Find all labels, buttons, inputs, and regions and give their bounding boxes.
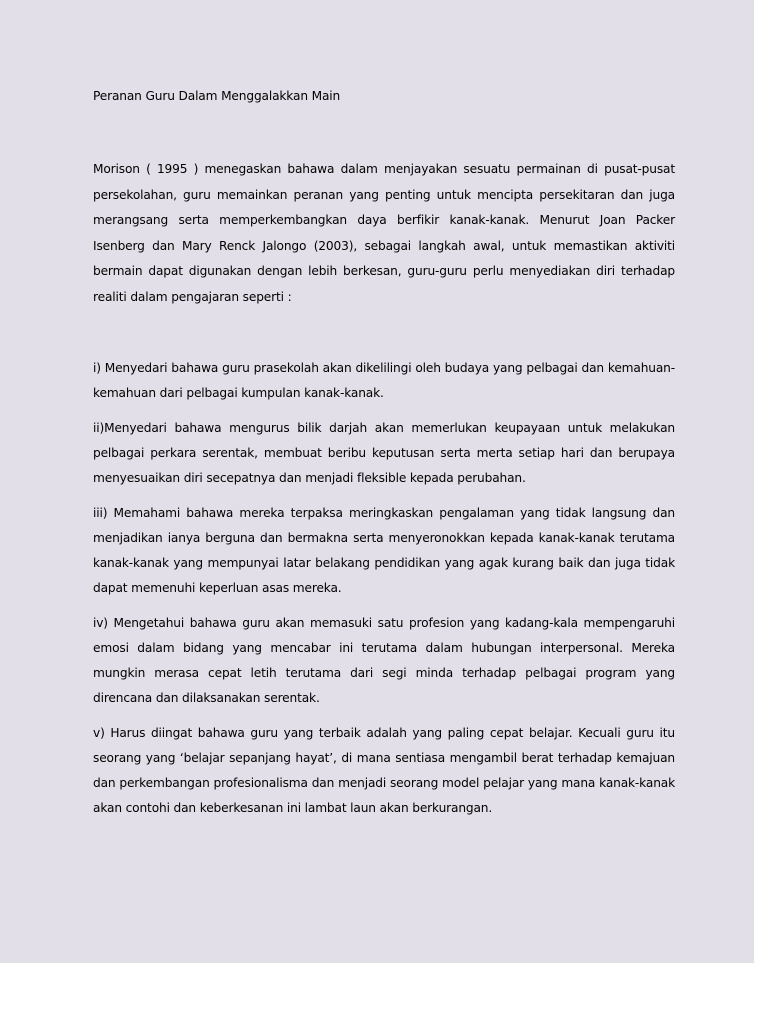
- list-item-v: v) Harus diingat bahawa guru yang terbaik adalah yang paling cepat belajar. Kecuali guru itu seorang yang ‘belajar sepanjang hayat’, di mana sentiasa mengambil berat terhadap kemajuan dan perkembangan profesionalisma dan menjadi seorang model pelajar yang mana kanak-kanak akan contohi dan keberkesanan ini lambat laun akan berkurangan.: [93, 726, 675, 815]
- list-item-ii: ii)Menyedari bahawa mengurus bilik darjah akan memerlukan keupayaan untuk melakukan pelbagai perkara serentak, membuat beribu keputusan serta merta setiap hari dan berupaya menyesuaikan diri secepatnya dan menjadi fleksible kepada perubahan.: [93, 421, 675, 485]
- intro-paragraph: Morison ( 1995 ) menegaskan bahawa dalam menjayakan sesuatu permainan di pusat-pusat persekolahan, guru memainkan peranan yang penting untuk mencipta persekitaran dan juga merangsang serta memperkembangkan daya berfikir kanak-kanak. Menurut Joan Packer Isenberg dan Mary Renck Jalongo (2003), sebagai langkah awal, untuk memastikan aktiviti bermain dapat digunakan dengan lebih berkesan, guru-guru perlu menyediakan diri terhadap realiti dalam pengajaran seperti :: [93, 162, 675, 304]
- list-item-iii: iii) Memahami bahawa mereka terpaksa meringkaskan pengalaman yang tidak langsung dan menjadikan ianya berguna dan bermakna serta menyeronokkan kepada kanak-kanak terutama kanak-kanak yang mempunyai latar belakang pendidikan yang agak kurang baik dan juga tidak dapat memenuhi keperluan asas mereka.: [93, 506, 675, 595]
- list-item-iv: iv) Mengetahui bahawa guru akan memasuki satu profesion yang kadang-kala mempengaruhi emosi dalam bidang yang mencabar ini terutama dalam hubungan interpersonal. Mereka mungkin merasa cepat letih terutama dari segi minda terhadap pelbagai program yang direncana dan dilaksanakan serentak.: [93, 616, 675, 705]
- document-title: Peranan Guru Dalam Menggalakkan Main: [93, 89, 341, 103]
- list-item-i: i) Menyedari bahawa guru prasekolah akan dikelilingi oleh budaya yang pelbagai dan kemahuan-kemahuan dari pelbagai kumpulan kanak-kanak.: [93, 361, 675, 400]
- realities-list: [93, 356, 675, 821]
- document-content: [93, 86, 675, 821]
